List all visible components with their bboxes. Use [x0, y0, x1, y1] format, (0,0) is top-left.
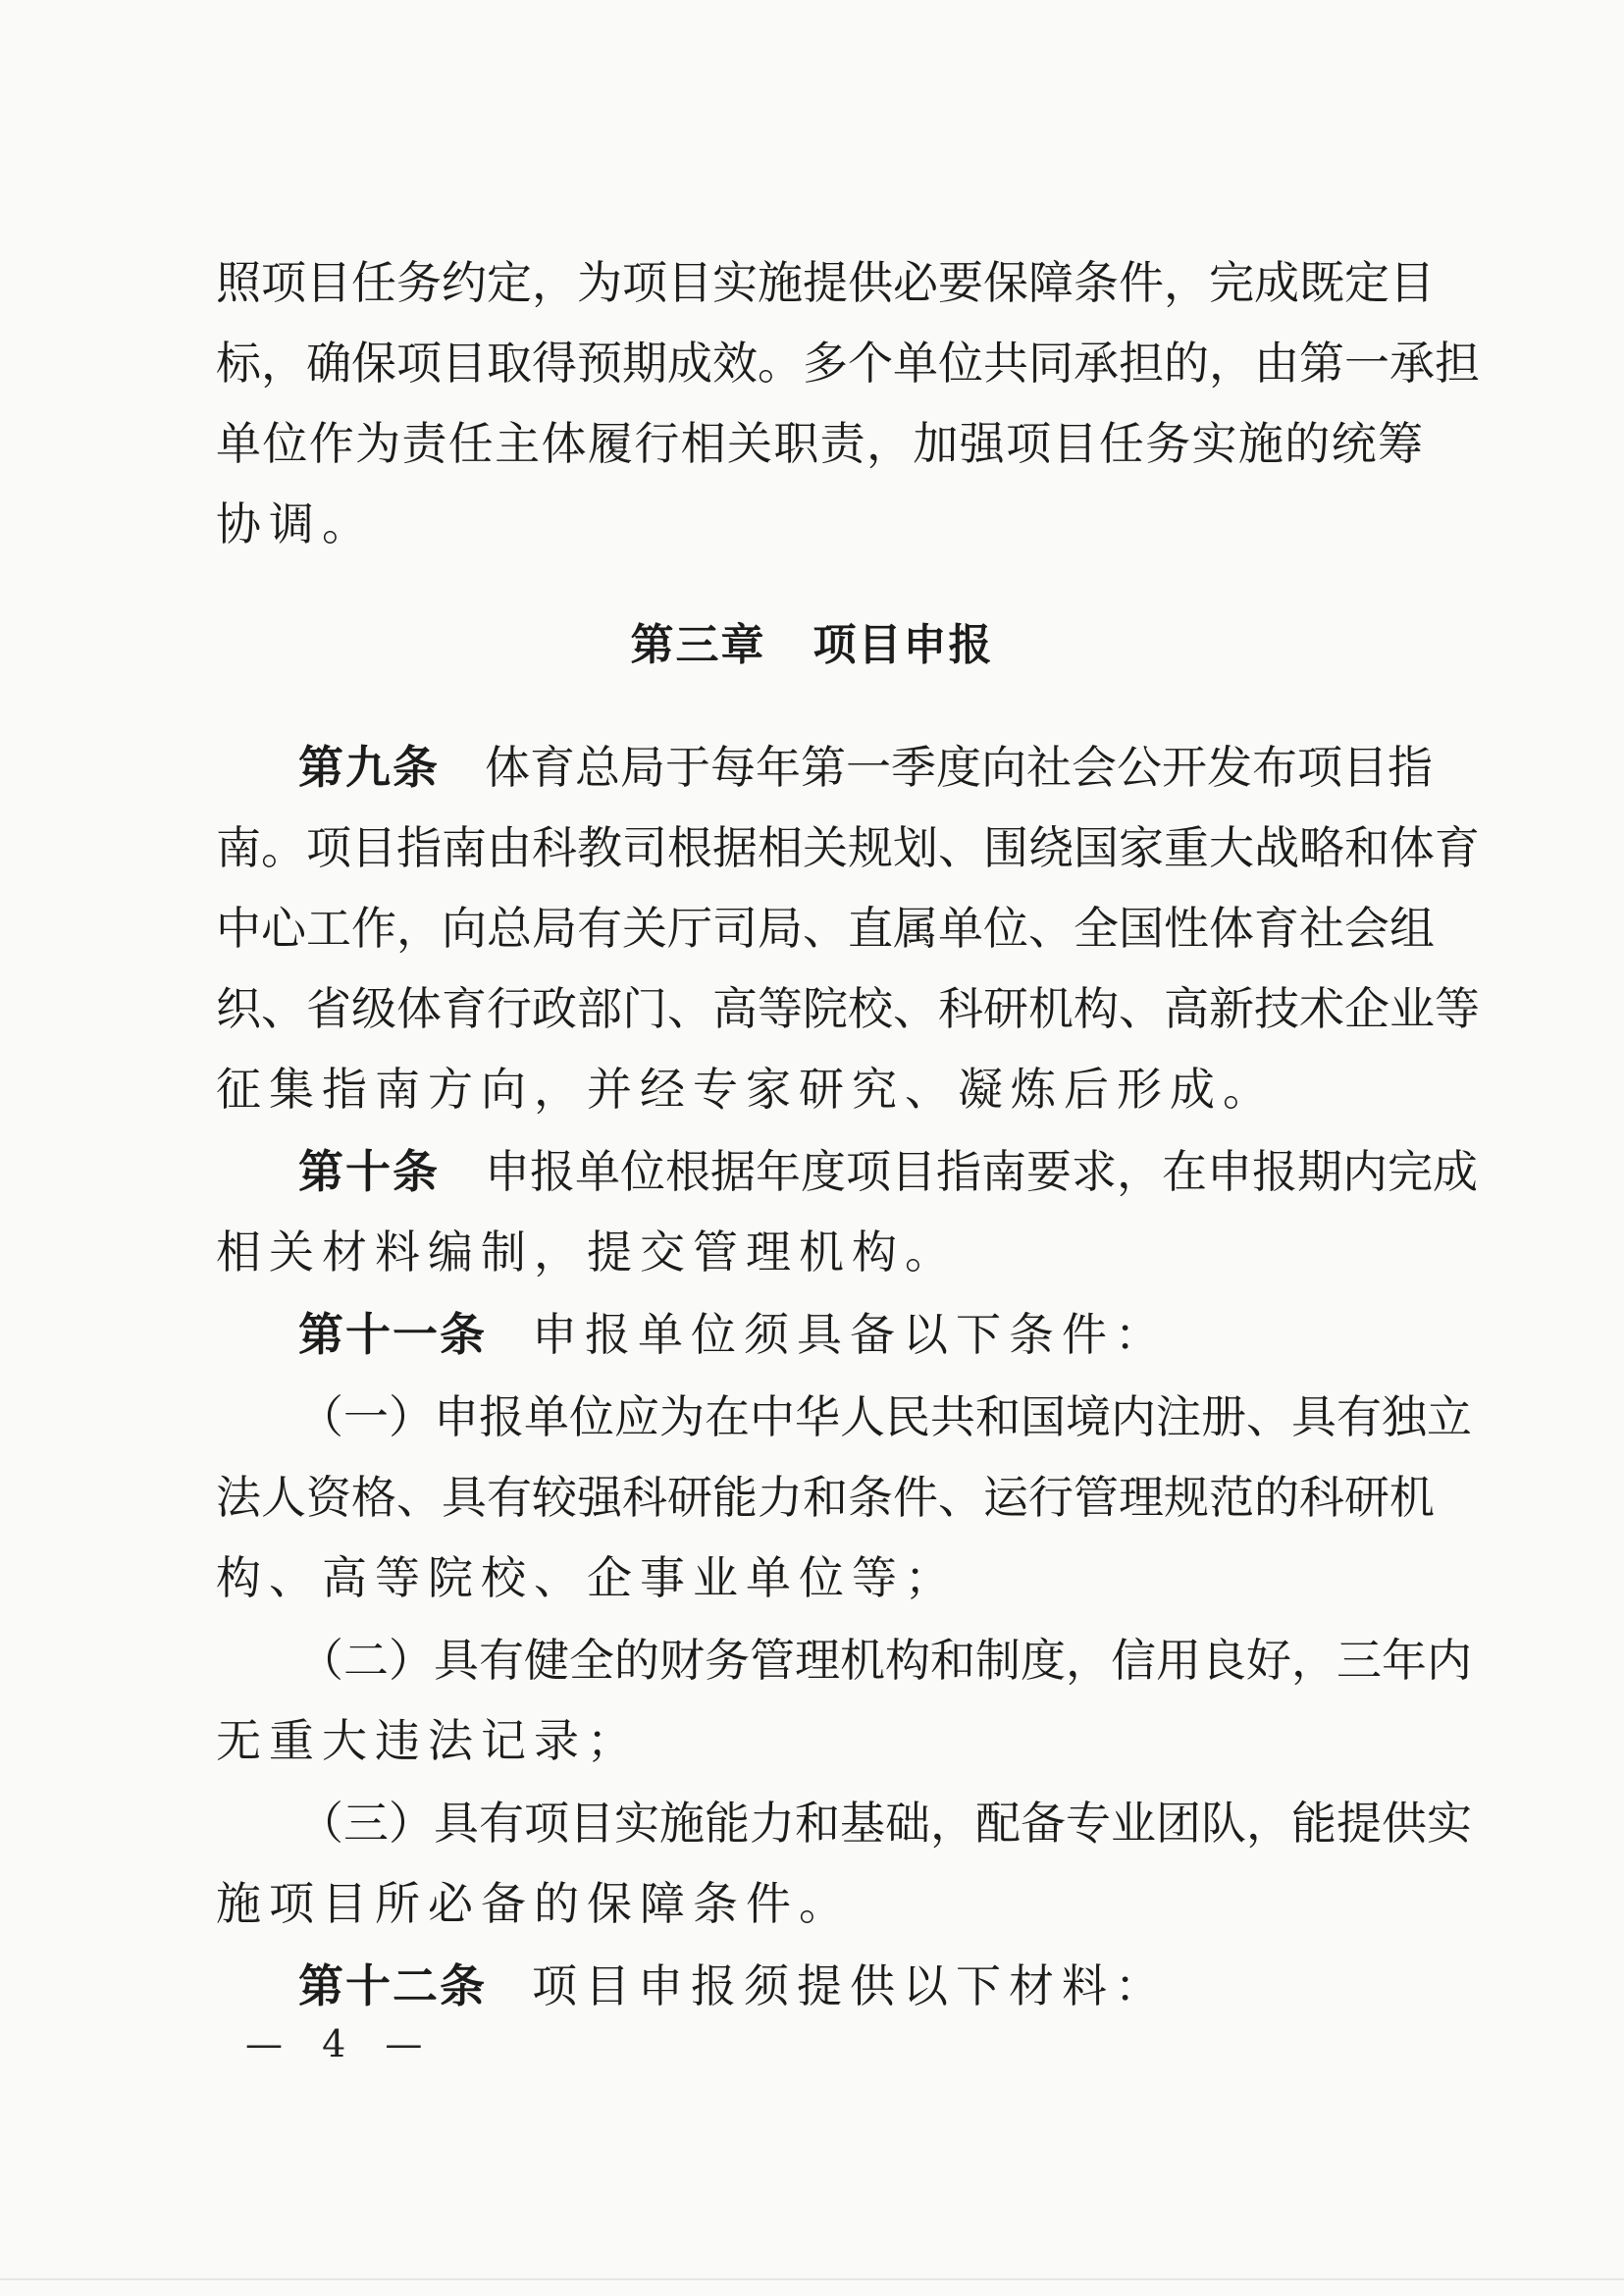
article-10-first-line	[298, 1142, 1478, 1201]
paragraph-line: 中心工作，向总局有关厅司局、直属单位、全国性体育社会组	[216, 902, 1435, 955]
paragraph-line: 无重大违法记录；	[216, 1714, 640, 1767]
paragraph-line: 照项目任务约定，为项目实施提供必要保障条件，完成既定目	[216, 256, 1435, 309]
article-12-label: 第十二条	[298, 1959, 487, 2012]
article-9-label: 第九条	[298, 741, 440, 794]
article-12-first-line	[298, 1957, 1423, 2015]
paragraph-line: 构、高等院校、企事业单位等；	[216, 1551, 958, 1604]
paragraph-line: 标，确保项目取得预期成效。多个单位共同承担的，由第一承担	[216, 337, 1480, 390]
paragraph-line: 织、省级体育行政部门、高等院校、科研机构、高新技术企业等	[216, 982, 1480, 1035]
list-item-1-line: （一）申报单位应为在中华人民共和国境内注册、具有独立	[298, 1390, 1472, 1443]
list-item-3-line: （三）具有项目实施能力和基础，配备专业团队，能提供实	[298, 1797, 1472, 1850]
paragraph-line: 征集指南方向，并经专家研究、凝炼后形成。	[216, 1063, 1276, 1116]
article-11-first-line	[298, 1305, 1423, 1364]
paragraph-line: 相关材料编制，提交管理机构。	[216, 1226, 958, 1278]
article-9-first-line	[298, 738, 1433, 797]
paragraph-line: 施项目所必备的保障条件。	[216, 1877, 852, 1930]
chapter-number: 第三章	[630, 620, 766, 670]
list-item-2-line: （二）具有健全的财务管理机构和制度，信用良好，三年内	[298, 1634, 1472, 1687]
article-10-label: 第十条	[298, 1145, 440, 1198]
article-12-text: 项目申报须提供以下材料：	[532, 1959, 1168, 2012]
scan-edge-divider	[0, 2278, 1624, 2280]
chapter-heading	[0, 616, 1624, 675]
article-11-label: 第十一条	[298, 1308, 487, 1361]
paragraph-line: 单位作为责任主体履行相关职责，加强项目任务实施的统筹	[216, 417, 1423, 470]
paragraph-line: 法人资格、具有较强科研能力和条件、运行管理规范的科研机	[216, 1471, 1435, 1524]
paragraph-line: 协调。	[216, 497, 375, 550]
article-10-text: 申报单位根据年度项目指南要求，在申报期内完成	[485, 1145, 1478, 1198]
chapter-title: 项目申报	[812, 620, 994, 670]
article-11-text: 申报单位须具备以下条件：	[532, 1308, 1168, 1361]
paragraph-line: 南。项目指南由科教司根据相关规划、围绕国家重大战略和体育	[216, 821, 1480, 874]
page-number: — 4 —	[245, 2022, 437, 2065]
article-9-text: 体育总局于每年第一季度向社会公开发布项目指	[485, 741, 1433, 794]
